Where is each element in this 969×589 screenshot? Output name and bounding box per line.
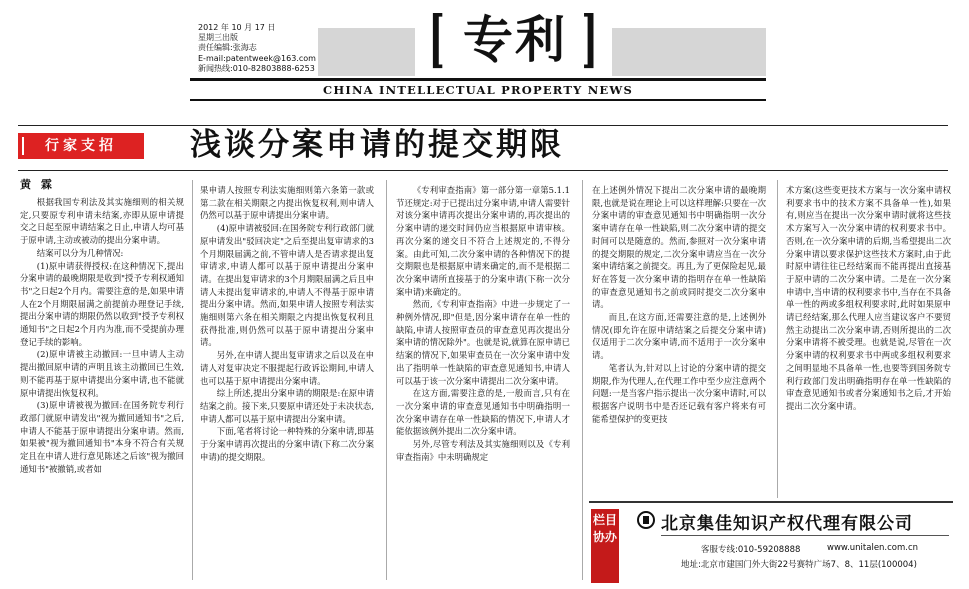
masthead-shade-right bbox=[612, 28, 766, 76]
paragraph: (2)原申请被主动撤回:一旦申请人主动提出撤回原申请的声明且该主动撤回已生效,则不能再基于原申请提出分案申请,也不能就原申请提出恢复权利。 bbox=[20, 349, 184, 398]
paragraph: 而且,在这方面,还需要注意的是,上述例外情况(即允许在原申请结案之后提交分案申请)仅适用于二次分案申请,而不适用于一次分案申请。 bbox=[592, 312, 766, 361]
column-tag: 行家支招 bbox=[18, 133, 144, 159]
paragraph: 果申请人按照专利法实施细则第六条第一款或第二款在相关期限之内提出恢复权利,则申请人仍然可以基于原申请提出分案申请。 bbox=[200, 185, 374, 221]
company-logo-icon bbox=[637, 511, 655, 529]
contact-email: E-mail:patentweek@163.com bbox=[198, 53, 316, 63]
paragraph: 下面,笔者将讨论一种特殊的分案申请,即基于分案申请再次提出的分案申请(下称二次分案申请)的提交期限。 bbox=[200, 426, 374, 462]
paragraph: 结案可以分为几种情况: bbox=[36, 247, 124, 258]
sponsor-ad bbox=[589, 501, 953, 587]
column-divider bbox=[192, 180, 193, 580]
paragraph: 笔者认为,针对以上讨论的分案申请的提交期限,作为代理人,在代理工作中至少应注意两个问题:一是当客户指示提出一次分案申请时,可以根据客户说明书中是否还记载有客户将来有可能希望保护的变更技 bbox=[592, 362, 766, 424]
publication-tagline: CHINA INTELLECTUAL PROPERTY NEWS bbox=[322, 83, 634, 97]
paragraph: 《专利审查指南》第一部分第一章第5.1.1节还规定:对于已提出过分案申请,申请人需要针对该分案申请再次提出分案申请的,再次提出的分案申请的递交时间仍应当根据原申请审核。再次分案的递交日不符合上述规定的,不得分案。由此可知,二次分案申请的各种情况下的提交期限也是根据原申请来确定的,而不是根据二次分案申请所直接基于的分案申请(下称一次分案申请)来确定的。 bbox=[396, 185, 570, 297]
masthead-rule-bottom bbox=[190, 99, 766, 101]
paragraph: 在这方面,需要注意的是,一般而言,只有在一次分案申请的审查意见通知书中明确指明一次分案申请存在单一性缺陷的情况下,申请人才能依据该例外提出二次分案申请。 bbox=[396, 388, 570, 437]
sponsor-company-name: 北京集佳知识产权代理有限公司 bbox=[661, 514, 913, 534]
sponsor-rule bbox=[661, 535, 949, 536]
column-divider bbox=[777, 180, 778, 498]
paragraph: 根据我国专利法及其实施细则的相关规定,只要原专利申请未结案,亦即从原申请提交之日起至原申请结案之日止,申请人均可基于原申请,主动或被动的提出分案申请。 bbox=[20, 197, 184, 246]
column-divider bbox=[582, 180, 583, 580]
paragraph: 然而,《专利审查指南》中进一步规定了一种例外情况,即"但是,因分案申请存在单一性的缺陷,申请人按照审查员的审查意见再次提出分案申请的情况除外"。也就是说,就算在原申请已结案的情况下,如果审查员在一次分案申请中发出了指明单一性缺陷的审查意见通知书,申请人可以基于该一次分案申请提出二次分案申请。 bbox=[396, 299, 570, 386]
issue-weekday: 星期三出版 bbox=[198, 33, 238, 43]
sponsor-address: 地址:北京市建国门外大街22号赛特广场7、8、11层(100004) bbox=[681, 560, 917, 570]
article-author: 黄 霖 bbox=[20, 178, 55, 191]
article-column-1 bbox=[20, 196, 184, 586]
paragraph: 术方案(这些变更技术方案与一次分案申请权利要求书中的技术方案不具备单一性),如果有,则应当在提出一次分案申请时就将这些技术方案写入一次分案申请的权利要求书中。否则,在一次分案申请的后期,当希望提出二次分案申请以要求保护这些技术方案时,由于此时原申请往往已经结案而不能再提出直接基于原申请的二次分案申请。二是在一次分案申请中,当申请的权利要求书中,当存在不具备单一性的两或多组权利要求时,此时如果原申请已经结案,那么代理人应当建议客户不要贸然主动提出二次分案申请,否则所提出的二次分案申请将不被受理。也就是说,尽管在一次分案申请的权利要求书中两或多组权利要求之间明显地不具备单一性,也要等到国务院专利行政部门发出明确指明存在单一性缺陷的审查意见通知书或者分案通知书之后,才开始提出二次分案申请。 bbox=[786, 185, 951, 411]
issue-date: 2012 年 10 月 17 日 bbox=[198, 23, 276, 32]
paragraph: 综上所述,提出分案申请的期限是:在原申请结案之前。接下来,只要原申请还处于未决状态,申请人都可以基于原申请提出分案申请。 bbox=[200, 388, 374, 424]
headline-rule-bottom bbox=[18, 170, 948, 171]
article-column-2 bbox=[200, 184, 374, 586]
column-divider bbox=[386, 180, 387, 580]
masthead-rule-top bbox=[190, 78, 766, 81]
article-headline: 浅谈分案申请的提交期限 bbox=[190, 127, 564, 163]
masthead-info bbox=[198, 23, 316, 74]
section-logo: [ 专利 ] bbox=[428, 2, 598, 75]
sponsor-tag: 栏目协办 bbox=[591, 509, 619, 583]
sponsor-website: www.unitalen.com.cn bbox=[827, 543, 919, 553]
paragraph: 另外,尽管专利法及其实施细则以及《专利审查指南》中未明确规定 bbox=[396, 439, 570, 462]
news-hotline: 新闻热线:010-82803888-6253 bbox=[198, 63, 315, 73]
section-title: 专利 bbox=[463, 11, 567, 69]
article-column-3 bbox=[396, 184, 570, 586]
paragraph: (3)原申请被视为撤回:在国务院专利行政部门就原申请发出"视为撤回通知书"之后,申请人不能基于原申请提出分案申请。然而,如果被"视为撤回通知书"本身不符合有关规定且在申请人进行意见陈述之后该"视为撤回通知书"被撤销,或者如 bbox=[20, 400, 184, 474]
paragraph: 在上述例外情况下提出二次分案申请的最晚期限,也就是说在理论上可以这样理解:只要在一次分案申请的审查意见通知书中明确指明一次分案申请存在单一性缺陷,则二次分案申请的提交时间可以是随意的。然而,参照对一次分案申请的提交期限的规定,二次分案申请应当在一次分案申请结案之前提交。再且,为了更保险起见,最好在答复一次分案申请的指明存在单一性缺陷的审查意见通知书之前或同时提交二次分案申请。 bbox=[592, 185, 766, 310]
paragraph: 另外,在申请人提出复审请求之后以及在申请人对复审决定不服提起行政诉讼期间,申请人也可以基于原申请提出分案申请。 bbox=[200, 350, 374, 386]
article-column-5 bbox=[786, 184, 951, 504]
sponsor-hotline: 客服专线:010-59208888 bbox=[701, 545, 801, 555]
paragraph: (4)原申请被驳回:在国务院专利行政部门就原申请发出"驳回决定"之后至提出复审请求的3个月期限届满之前,不管申请人是否请求提出复审请求,申请人都可以基于原申请提出分案申请。在提出复审请求的3个月期限届满之后且申请人未提出复审请求的,申请人不得基于原申请提出分案申请。然而,如果申请人按照专利法实施细则第六条在相关期限之内提出恢复权利且获得批准,则仍然可以基于原申请提出分案申请。 bbox=[200, 223, 374, 348]
masthead-shade-left bbox=[318, 28, 415, 76]
paragraph: (1)原申请获得授权:在这种情况下,提出分案申请的最晚期限是收到"授予专利权通知书"之日起2个月内。需要注意的是,如果申请人在2个月期限届满之前提前办理登记手续,提出分案申请的期限仍然以收到"授予专利权通知书"之日起2个月内为准,而不受提前办理登记手续的影响。 bbox=[20, 260, 184, 347]
article-column-4 bbox=[592, 184, 766, 498]
editor-credit: 责任编辑:张海志 bbox=[198, 43, 257, 53]
